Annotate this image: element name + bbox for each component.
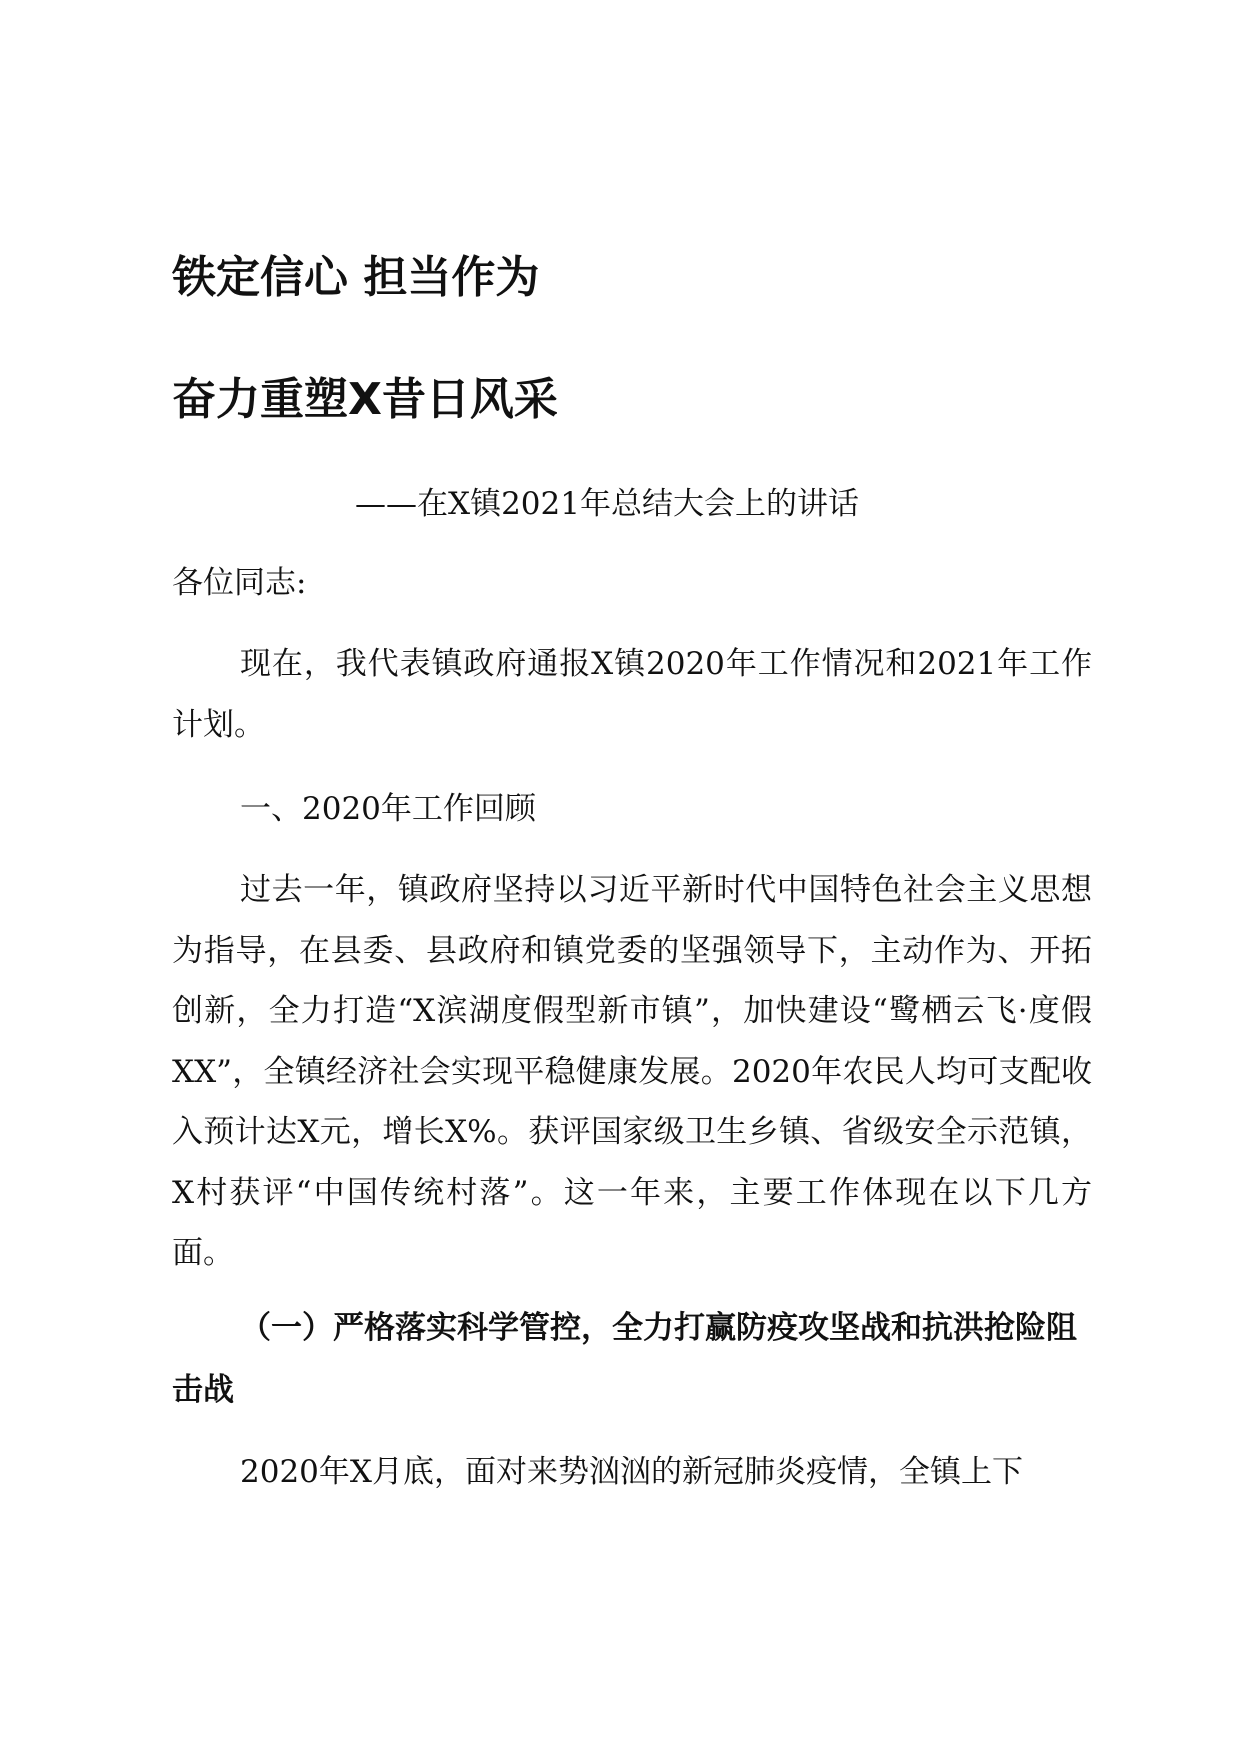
document-title-line-1: 铁定信心 担当作为	[172, 252, 540, 303]
document-title-line-2: 奋力重塑X昔日风采	[172, 374, 558, 425]
paragraph-intro: 现在，我代表镇政府通报X镇2020年工作情况和2021年工作计划。	[172, 646, 1092, 743]
section-heading-review: 一、2020年工作回顾	[240, 791, 536, 827]
paragraph-review-summary: 过去一年，镇政府坚持以习近平新时代中国特色社会主义思想为指导，在县委、县政府和镇党委的坚强领导下，主动作为、开拓创新，全力打造“X滨湖度假型新市镇”，加快建设“鹭栖云飞·度假XX”，全镇经济社会实现平稳健康发展。2020年农民人均可支配收入预计达X元，增长X%。获评国家级卫生乡镇、省级安全示范镇，X村获评“中国传统村落”。这一年来，主要工作体现在以下几方面。	[172, 872, 1092, 1271]
document-subtitle: ——在X镇2021年总结大会上的讲话	[355, 486, 859, 522]
paragraph-epidemic: 2020年X月底，面对来势汹汹的新冠肺炎疫情，全镇上下	[240, 1454, 1023, 1490]
salutation: 各位同志:	[172, 565, 307, 601]
subsection-heading-epidemic: （一）严格落实科学管控，全力打赢防疫攻坚战和抗洪抢险阻击战	[172, 1310, 1077, 1408]
